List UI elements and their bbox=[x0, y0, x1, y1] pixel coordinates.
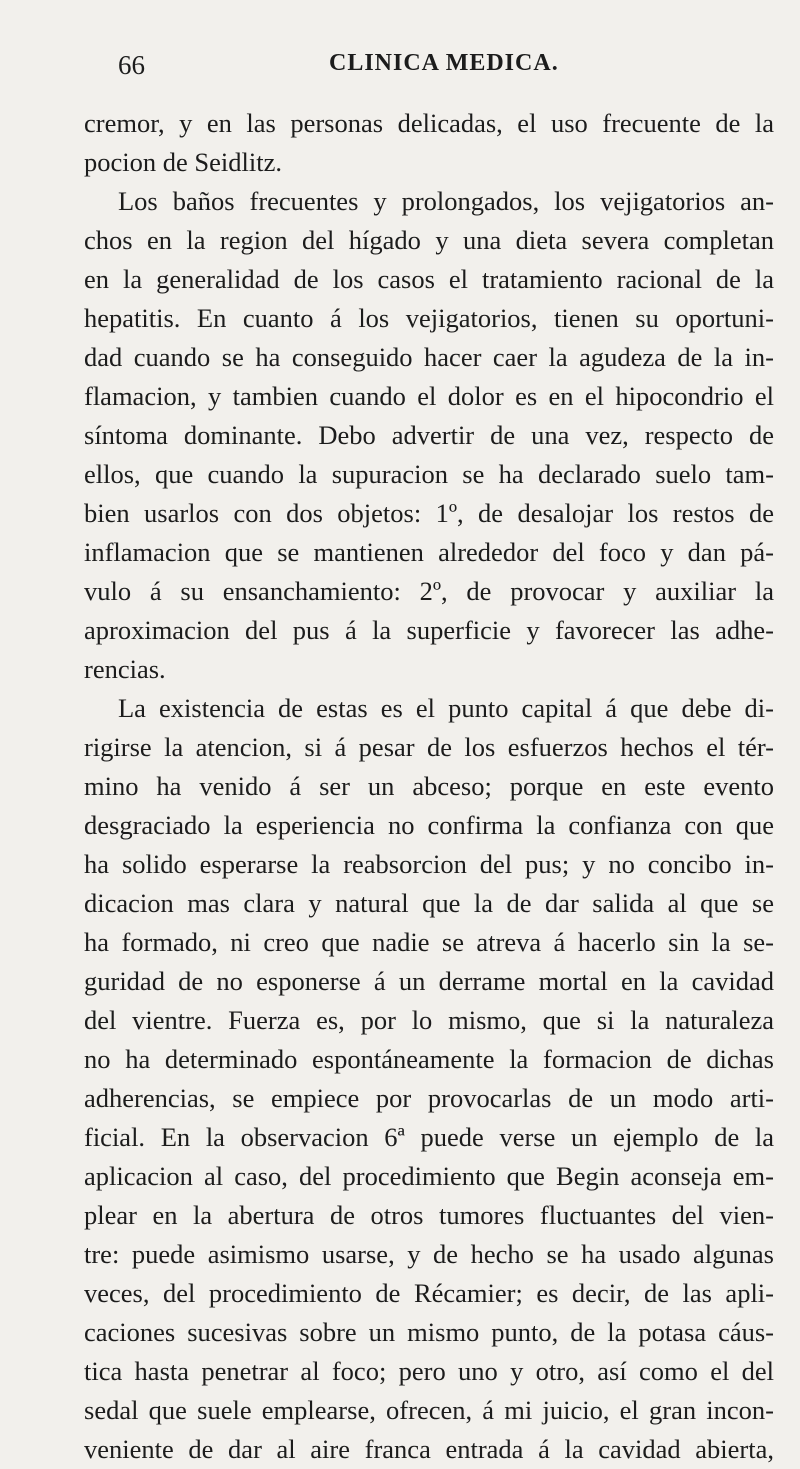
text-line: hepatitis. En cuanto á los vejigatorios, tienen su oportuni- bbox=[84, 303, 774, 333]
running-head bbox=[84, 50, 774, 90]
text-line: veniente de dar al aire franca entrada á la cavidad abierta, bbox=[84, 1434, 774, 1464]
text-line: veces, del procedimiento de Récamier; es decir, de las apli- bbox=[84, 1278, 774, 1308]
body-text bbox=[84, 104, 774, 1469]
text-line: dicacion mas clara y natural que la de dar salida al que se bbox=[84, 888, 774, 918]
text-line: aproximacion del pus á la superficie y favorecer las adhe- bbox=[84, 615, 774, 645]
text-line: adherencias, se empiece por provocarlas de un modo arti- bbox=[84, 1083, 774, 1113]
text-line: ha solido esperarse la reabsorcion del pus; y no concibo in- bbox=[84, 849, 774, 879]
text-line: cremor, y en las personas delicadas, el uso frecuente de la bbox=[84, 108, 774, 138]
text-line: tre: puede asimismo usarse, y de hecho se ha usado algunas bbox=[84, 1239, 774, 1269]
text-line: guridad de no esponerse á un derrame mortal en la cavidad bbox=[84, 966, 774, 996]
text-line: bien usarlos con dos objetos: 1º, de desalojar los restos de bbox=[84, 498, 774, 528]
text-line: aplicacion al caso, del procedimiento que Begin aconseja em- bbox=[84, 1161, 774, 1191]
text-line: La existencia de estas es el punto capital á que debe di- bbox=[118, 693, 774, 723]
text-line: caciones sucesivas sobre un mismo punto, de la potasa cáus- bbox=[84, 1317, 774, 1347]
text-line: pocion de Seidlitz. bbox=[84, 147, 282, 177]
text-line: rencias. bbox=[84, 654, 166, 684]
text-line: mino ha venido á ser un abceso; porque en este evento bbox=[84, 771, 774, 801]
text-line: chos en la region del hígado y una dieta severa completan bbox=[84, 225, 774, 255]
text-line: ficial. En la observacion 6ª puede verse un ejemplo de la bbox=[84, 1122, 774, 1152]
page-number: 66 bbox=[118, 50, 145, 80]
text-line: ha formado, ni creo que nadie se atreva á hacerlo sin la se- bbox=[84, 927, 774, 957]
text-line: no ha determinado espontáneamente la formacion de dichas bbox=[84, 1044, 774, 1074]
text-line: vulo á su ensanchamiento: 2º, de provocar y auxiliar la bbox=[84, 576, 774, 606]
text-line: desgraciado la esperiencia no confirma la confianza con que bbox=[84, 810, 774, 840]
text-line: ellos, que cuando la supuracion se ha declarado suelo tam- bbox=[84, 459, 774, 489]
text-line: Los baños frecuentes y prolongados, los vejigatorios an- bbox=[118, 186, 774, 216]
text-line: inflamacion que se mantienen alrededor del foco y dan pá- bbox=[84, 537, 774, 567]
text-line: plear en la abertura de otros tumores fluctuantes del vien- bbox=[84, 1200, 774, 1230]
text-line: dad cuando se ha conseguido hacer caer la agudeza de la in- bbox=[84, 342, 774, 372]
text-line: sedal que suele emplearse, ofrecen, á mi juicio, el gran incon- bbox=[84, 1395, 774, 1425]
running-head-title: CLINICA MEDICA. bbox=[329, 50, 559, 76]
text-line: del vientre. Fuerza es, por lo mismo, que si la naturaleza bbox=[84, 1005, 774, 1035]
text-line: rigirse la atencion, si á pesar de los esfuerzos hechos el tér- bbox=[84, 732, 774, 762]
text-line: síntoma dominante. Debo advertir de una vez, respecto de bbox=[84, 420, 774, 450]
text-line: en la generalidad de los casos el tratamiento racional de la bbox=[84, 264, 774, 294]
text-line: flamacion, y tambien cuando el dolor es en el hipocondrio el bbox=[84, 381, 774, 411]
text-line: tica hasta penetrar al foco; pero uno y otro, así como el del bbox=[84, 1356, 774, 1386]
book-page bbox=[84, 50, 774, 1469]
